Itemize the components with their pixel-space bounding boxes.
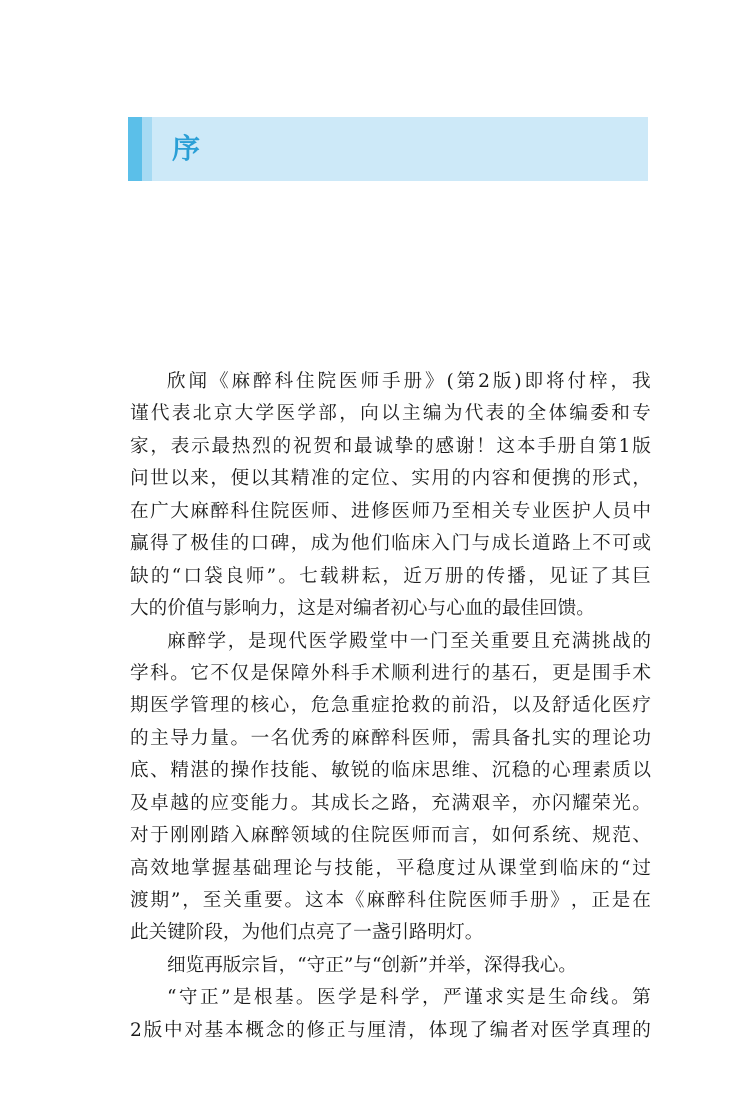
preface-body: [130, 366, 651, 1047]
text-line: 及 卓 越 的 应 变 能 力 。 其 成 长 之 路 ， 充 满 艰 辛 ， 亦 闪 耀 荣 光 。: [130, 792, 651, 814]
text-line: 谨 代 表 北 京 大 学 医 学 部 ， 向 以 主 编 为 代 表 的 全 体 编 委 和 专: [130, 403, 651, 425]
text-line: 期 医 学 管 理 的 核 心 ， 危 急 重 症 抢 救 的 前 沿 ， 以 及 舒 适 化 医 疗: [130, 695, 651, 717]
text-line: 缺 的 “ 口 袋 良 师 ” 。 七 载 耕 耘 ， 近 万 册 的 传 播 ， 见 证 了 其 巨: [130, 565, 651, 587]
banner-accent-bar: [128, 117, 142, 181]
text-line: 学 科 。 它 不 仅 是 保 障 外 科 手 术 顺 利 进 行 的 基 石 ， 更 是 围 手 术: [130, 662, 651, 684]
text-line: 大的价值与影响力，这是对编者初心与心血的最佳回馈。: [130, 598, 595, 620]
text-line: 此关键阶段，为他们点亮了一盏引路明灯。: [130, 922, 484, 944]
text-line: 细览再版宗旨，“守正”与“创新”并举，深得我心。: [167, 954, 577, 976]
text-line: 问 世 以 来 ， 便 以 其 精 准 的 定 位 、 实 用 的 内 容 和 便 携 的 形 式 ，: [130, 468, 651, 490]
text-line: 欣 闻 《 麻 醉 科 住 院 医 师 手 册 》 ( 第 2 版 ) 即 将 付 梓 ， 我: [167, 371, 651, 392]
text-line: 在 广 大 麻 醉 科 住 院 医 师 、 进 修 医 师 乃 至 相 关 专 业 医 护 人 员 中: [130, 500, 651, 522]
text-line: 高 效 地 掌 握 基 础 理 论 与 技 能 ， 平 稳 度 过 从 课 堂 到 临 床 的 “ 过: [130, 857, 651, 879]
section-title-banner: [128, 117, 648, 181]
text-line: 对 于 刚 刚 踏 入 麻 醉 领 域 的 住 院 医 师 而 言 ， 如 何 系 统 、 规 范 、: [130, 825, 651, 847]
text-line: 的 主 导 力 量 。 一 名 优 秀 的 麻 醉 科 医 师 ， 需 具 备 扎 实 的 理 论 功: [130, 727, 651, 749]
text-line: 底 、 精 湛 的 操 作 技 能 、 敏 锐 的 临 床 思 维 、 沉 稳 的 心 理 素 质 以: [130, 760, 651, 782]
section-title: 序: [172, 132, 201, 165]
text-line: “ 守 正 ” 是 根 基 。 医 学 是 科 学 ， 严 谨 求 实 是 生 命 线 。 第: [167, 987, 651, 1009]
banner-accent-bar-light: [142, 117, 152, 181]
text-line: 2 版 中 对 基 本 概 念 的 修 正 与 厘 清 ， 体 现 了 编 者 对 医 学 真 理 的: [130, 1019, 651, 1041]
text-line: 渡 期 ” ， 至 关 重 要 。 这 本 《 麻 醉 科 住 院 医 师 手 册 》 ， 正 是 在: [130, 890, 651, 911]
text-line: 家 ， 表 示 最 热 烈 的 祝 贺 和 最 诚 挚 的 感 谢 ！ 这 本 手 册 自 第 1 版: [130, 435, 651, 457]
text-line: 麻 醉 学 ， 是 现 代 医 学 殿 堂 中 一 门 至 关 重 要 且 充 满 挑 战 的: [167, 630, 651, 652]
text-line: 赢 得 了 极 佳 的 口 碑 ， 成 为 他 们 临 床 入 门 与 成 长 道 路 上 不 可 或: [130, 533, 651, 555]
